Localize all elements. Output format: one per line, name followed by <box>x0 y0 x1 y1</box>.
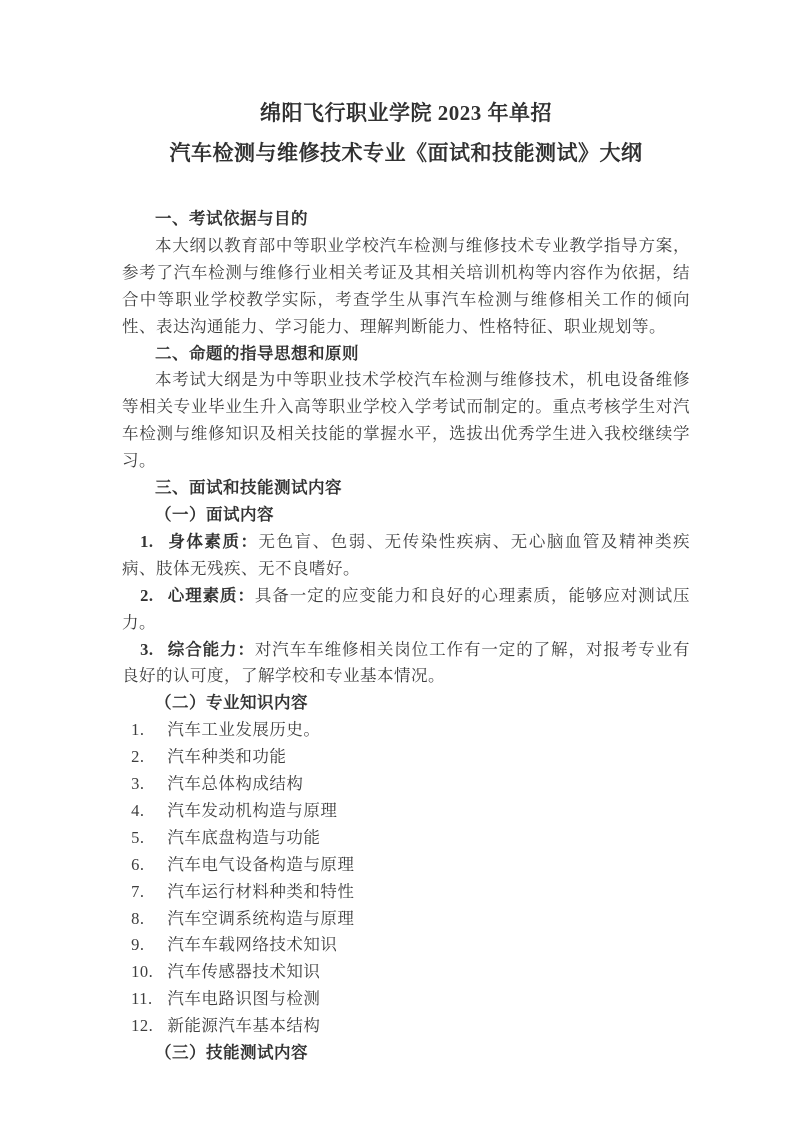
interview-item-text: 无色盲、色弱、无传染性疾病、无心脑血管及精神类疾病、肢体无残疾、无不良嗜好。 <box>122 531 691 578</box>
knowledge-item <box>122 959 690 986</box>
knowledge-item <box>122 852 690 879</box>
knowledge-item-number: 6. <box>131 854 145 874</box>
knowledge-item-number: 11. <box>131 989 153 1009</box>
interview-item <box>122 637 690 691</box>
knowledge-item-text: 汽车电路识图与检测 <box>167 989 321 1009</box>
subsection-interview-heading: （一）面试内容 <box>155 504 274 524</box>
knowledge-item <box>122 798 690 825</box>
knowledge-item-text: 汽车车载网络技术知识 <box>167 935 338 955</box>
knowledge-item <box>122 986 690 1013</box>
knowledge-item <box>122 906 690 933</box>
interview-item-label: 综合能力： <box>167 639 255 659</box>
knowledge-item-text: 汽车运行材料种类和特性 <box>167 881 355 901</box>
interview-item <box>122 583 690 637</box>
knowledge-item-number: 10. <box>131 962 154 982</box>
knowledge-item <box>122 744 690 771</box>
section-2-paragraph: 本考试大纲是为中等职业技术学校汽车检测与维修技术，机电设备维修等相关专业毕业生升入高等职业学校入学考试而制定的。重点考核学生对汽车检测与维修知识及相关技能的掌握水平，选拔出优秀学生进入我校继续学习。 <box>122 370 690 471</box>
subsection-knowledge-heading: （二）专业知识内容 <box>155 693 308 713</box>
interview-item-label: 心理素质： <box>167 585 255 605</box>
knowledge-item-number: 9. <box>131 935 145 955</box>
section-3-heading: 三、面试和技能测试内容 <box>155 478 342 498</box>
knowledge-item-number: 5. <box>131 827 145 847</box>
knowledge-item-number: 8. <box>131 908 145 928</box>
knowledge-item-text: 汽车电气设备构造与原理 <box>167 854 355 874</box>
document-title-line-1: 绵阳飞行职业学院 2023 年单招 <box>260 101 552 125</box>
knowledge-item-text: 汽车种类和功能 <box>167 747 287 767</box>
section-2-heading: 二、命题的指导思想和原则 <box>155 343 359 363</box>
knowledge-item-number: 4. <box>131 800 145 820</box>
subsection-skilltest-heading: （三）技能测试内容 <box>155 1043 308 1063</box>
interview-item-text: 对汽车车维修相关岗位工作有一定的了解，对报考专业有良好的认可度，了解学校和专业基本情况。 <box>122 639 691 686</box>
interview-item-label: 身体素质： <box>167 531 259 551</box>
interview-item-text: 具备一定的应变能力和良好的心理素质，能够应对测试压力。 <box>122 585 691 632</box>
interview-item-number: 3. <box>140 639 154 659</box>
knowledge-item-number: 1. <box>131 720 145 740</box>
knowledge-item <box>122 825 690 852</box>
knowledge-item-text: 汽车工业发展历史。 <box>167 720 321 740</box>
knowledge-item-number: 3. <box>131 774 145 794</box>
knowledge-item-text: 汽车总体构成结构 <box>167 774 304 794</box>
section-1-paragraph: 本大纲以教育部中等职业学校汽车检测与维修技术专业教学指导方案，参考了汽车检测与维修行业相关考证及其相关培训机构等内容作为依据，结合中等职业学校教学实际，考查学生从事汽车检测与维修相关工作的倾向性、表达沟通能力、学习能力、理解判断能力、性格特征、职业规划等。 <box>122 235 690 336</box>
section-1-heading: 一、考试依据与目的 <box>155 209 308 228</box>
knowledge-item-text: 新能源汽车基本结构 <box>167 1016 321 1036</box>
knowledge-item <box>122 932 690 959</box>
interview-item-number: 2. <box>140 585 154 605</box>
knowledge-item-text: 汽车底盘构造与功能 <box>167 827 321 847</box>
knowledge-item <box>122 879 690 906</box>
interview-item-number: 1. <box>140 531 154 551</box>
knowledge-item <box>122 771 690 798</box>
document-title-line-2: 汽车检测与维修技术专业《面试和技能测试》大纲 <box>169 141 643 165</box>
interview-item <box>122 529 690 583</box>
knowledge-item <box>122 1013 690 1040</box>
document-title-block <box>122 93 690 173</box>
knowledge-item-text: 汽车空调系统构造与原理 <box>167 908 355 928</box>
knowledge-item-text: 汽车传感器技术知识 <box>167 962 321 982</box>
knowledge-item-text: 汽车发动机构造与原理 <box>167 800 338 820</box>
knowledge-item-number: 12. <box>131 1016 154 1036</box>
knowledge-item-number: 2. <box>131 747 145 767</box>
knowledge-item-number: 7. <box>131 881 145 901</box>
knowledge-item <box>122 717 690 744</box>
